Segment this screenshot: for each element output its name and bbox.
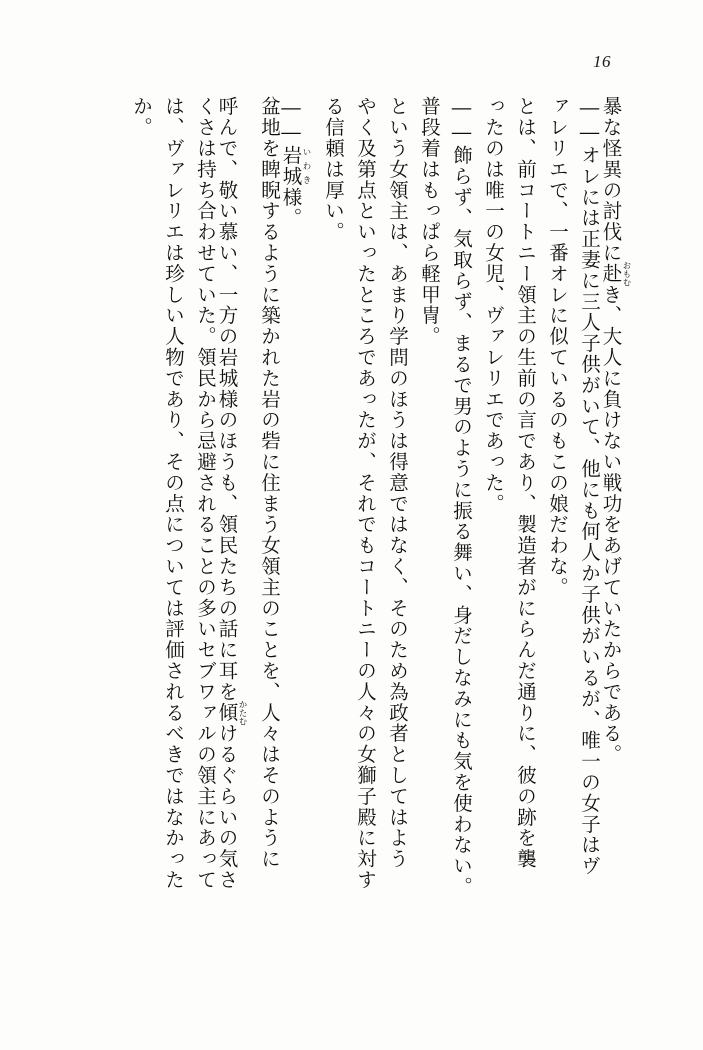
text-column: ――飾らず、気取らず、まるで男のように振る舞い、身だしなみにも気を使わない。: [450, 96, 473, 898]
text-column: ――オレには正妻に三人子供がいて、他にも何人か子供がいるが、唯一の女子はヴ: [578, 96, 601, 877]
text-column: か。: [130, 96, 153, 138]
text-column: は、ヴァレリエは珍しい人物であり、その点については評価されるべきではなかった: [162, 96, 185, 891]
text-column: ――岩城いわき様。: [279, 96, 311, 229]
text-column: ァレリエで、一番オレに似ているのもこの娘だわな。: [546, 96, 569, 598]
text-column: 盆地を睥睨するように築かれた岩の砦に住まう女領主のことを、人々はそのように: [258, 96, 281, 870]
text-column: くさは持ち合わせていた。領民から忌避されることの多いセブワァルの領主にあって: [194, 96, 217, 891]
text-column: ったのは唯一の女児、ヴァレリエであった。: [482, 96, 505, 514]
vertical-text-body: [62, 96, 631, 998]
text-column: とは、前コートニー領主の生前の言であり、製造者がにらんだ通りに、彼の跡を襲: [514, 96, 537, 870]
page-number: 16: [593, 52, 611, 71]
text-column: やく及第点といったところであったが、それでもコートニーの人々の女獅子殿に対す: [354, 96, 377, 891]
text-column: 暴な怪異の討伐に赴おもむき、大人に負けない戦功をあげていたからである。: [599, 96, 631, 765]
text-column: る信頼は厚い。: [322, 96, 345, 243]
text-column: 呼んで、敬い慕い、一方の岩城様のほうも、領民たちの話に耳を傾かたむけるぐらいの気さ: [215, 96, 247, 891]
text-column: という女領主は、あまり学問のほうは得意ではなく、そのため為政者としてはよう: [386, 96, 409, 870]
text-column: 普段着はもっぱら軽甲冑。: [418, 96, 441, 347]
